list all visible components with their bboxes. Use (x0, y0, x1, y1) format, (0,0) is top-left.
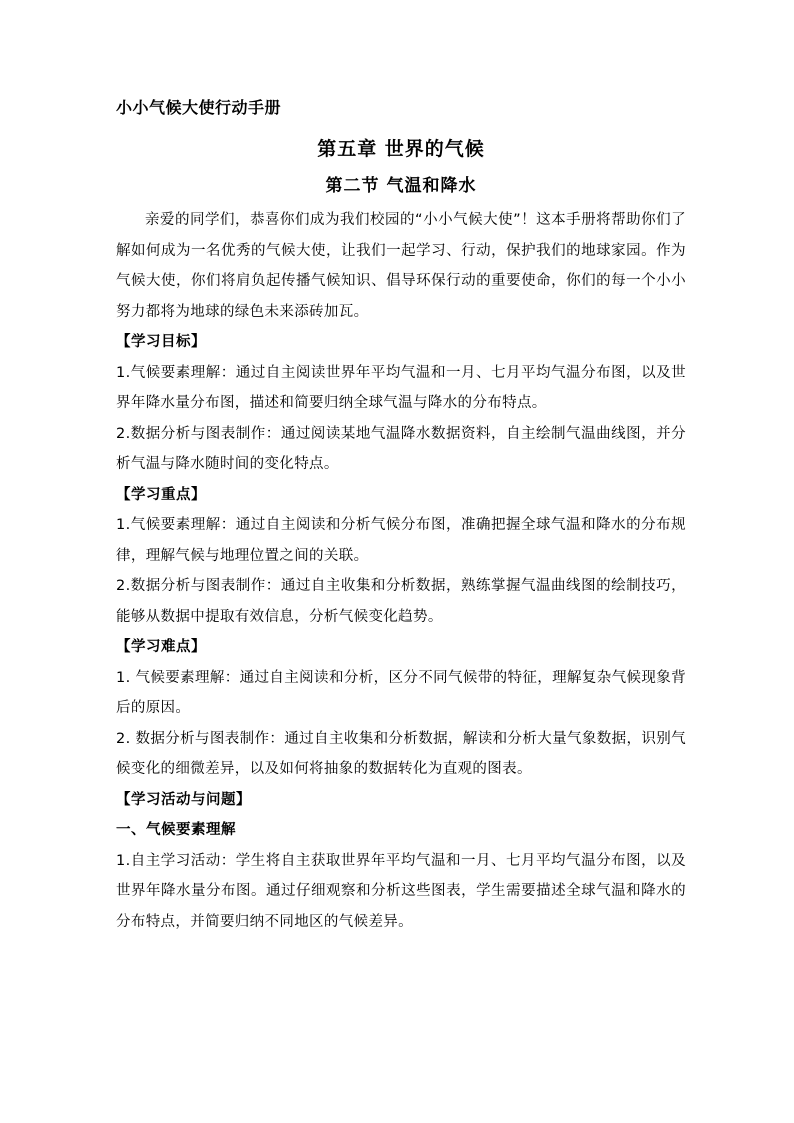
difficulties-item-1: 1. 气候要素理解：通过自主阅读和分析，区分不同气候带的特征，理解复杂气候现象背后的原因。 (116, 669, 686, 716)
document-page (116, 97, 686, 937)
chapter-title: 第五章 世界的气候 (317, 138, 485, 160)
objectives-item-1: 1.气候要素理解：通过自主阅读世界年平均气温和一月、七月平均气温分布图，以及世界年降水量分布图，描述和简要归纳全球气温与降水的分布特点。 (116, 364, 686, 411)
activities-subheading: 一、气候要素理解 (116, 822, 236, 838)
intro-paragraph: 亲爱的同学们，恭喜你们成为我们校园的“小小气候大使”！这本手册将帮助你们了解如何成为一名优秀的气候大使，让我们一起学习、行动，保护我们的地球家园。作为气候大使，你们将肩负起传播气候知识、倡导环保行动的重要使命，你们的每一个小小努力都将为地球的绿色未来添砖加瓦。 (116, 212, 686, 320)
difficulties-heading: 【学习难点】 (116, 639, 206, 655)
difficulties-item-2: 2. 数据分析与图表制作：通过自主收集和分析数据，解读和分析大量气象数据，识别气候变化的细微差异，以及如何将抽象的数据转化为直观的图表。 (116, 730, 686, 777)
key-points-item-1: 1.气候要素理解：通过自主阅读和分析气候分布图，准确把握全球气温和降水的分布规律，理解气候与地理位置之间的关联。 (116, 517, 686, 564)
activities-heading: 【学习活动与问题】 (116, 791, 251, 808)
objectives-item-2: 2.数据分析与图表制作：通过阅读某地气温降水数据资料，自主绘制气温曲线图，并分析气温与降水随时间的变化特点。 (116, 425, 686, 472)
key-points-item-2: 2.数据分析与图表制作：通过自主收集和分析数据，熟练掌握气温曲线图的绘制技巧，能够从数据中提取有效信息，分析气候变化趋势。 (116, 578, 686, 625)
key-points-heading: 【学习重点】 (116, 486, 206, 503)
section-title: 第二节 气温和降水 (325, 176, 477, 196)
handbook-title: 小小气候大使行动手册 (116, 98, 282, 117)
activities-item-1: 1.自主学习活动：学生将自主获取世界年平均气温和一月、七月平均气温分布图，以及世界年降水量分布图。通过仔细观察和分析这些图表，学生需要描述全球气温和降水的分布特点，并简要归纳不同地区的气候差异。 (116, 852, 686, 930)
objectives-heading: 【学习目标】 (116, 334, 206, 350)
